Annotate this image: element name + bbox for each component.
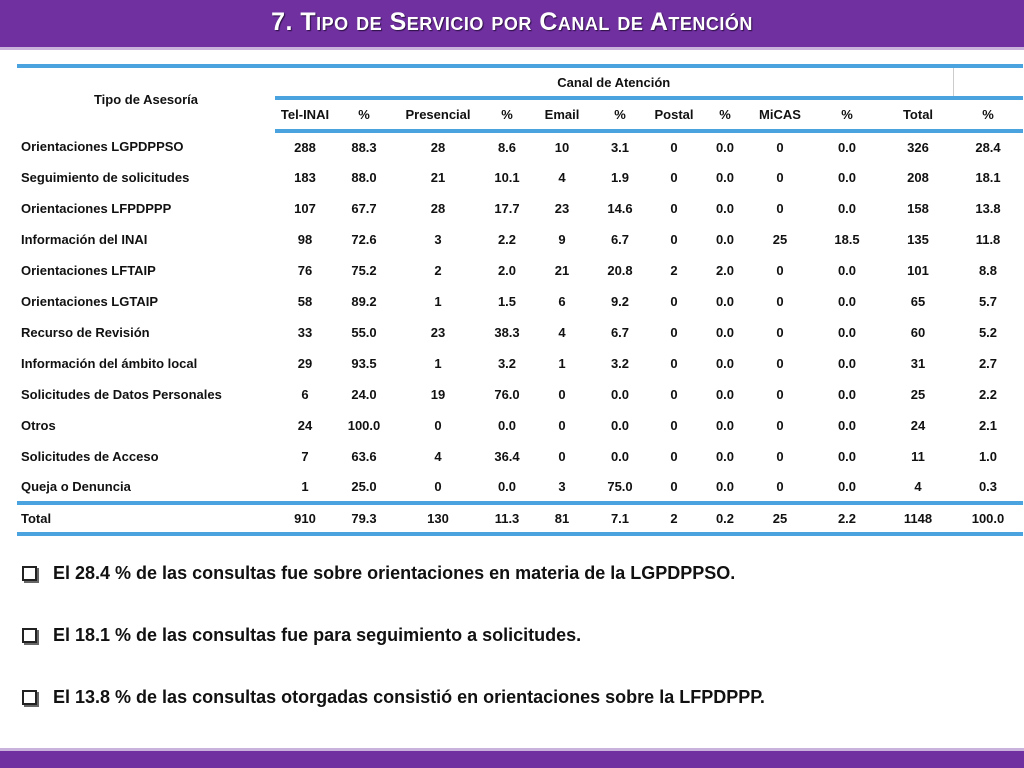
table-cell: 0.0: [610, 449, 630, 464]
table-cell: 0: [776, 449, 784, 464]
table-cell: 0.0: [715, 387, 735, 402]
table-cell: 0.0: [715, 232, 735, 247]
table-cell: 98: [297, 232, 313, 247]
table-cell: 0.2: [715, 511, 735, 526]
table-cell: 0: [434, 418, 442, 433]
table-cell: 910: [294, 511, 316, 526]
table-cell: 81: [554, 511, 570, 526]
table-cell: 288: [294, 140, 316, 155]
row-label: Solicitudes de Acceso: [21, 449, 159, 464]
table-cell: 0.0: [837, 294, 857, 309]
col-header: %: [701, 98, 749, 131]
table-cell: 3.1: [610, 140, 630, 155]
table-cell: 10.1: [494, 170, 520, 185]
table-cell: 2.2: [978, 387, 998, 402]
table-cell: 0: [776, 140, 784, 155]
table-row: [17, 224, 1023, 255]
table-row: [17, 441, 1023, 472]
row-header-tipo: Tipo de Asesoría: [93, 92, 199, 107]
footer-bar: [0, 748, 1024, 768]
table-cell: 25: [772, 232, 788, 247]
col-header: %: [335, 98, 393, 131]
table-cell: 33: [297, 325, 313, 340]
table-row: [17, 317, 1023, 348]
table-cell: 5.7: [978, 294, 998, 309]
table-cell: 6.7: [610, 232, 630, 247]
table-group-header-row: [17, 66, 1023, 98]
table-cell: 6: [301, 387, 309, 402]
table-cell: 0: [670, 232, 678, 247]
table-cell: 0: [776, 325, 784, 340]
col-header: %: [811, 98, 883, 131]
table-cell: 28: [430, 201, 446, 216]
table-cell: 0: [670, 356, 678, 371]
table-cell: 72.6: [351, 232, 377, 247]
table-cell: 0.0: [497, 418, 517, 433]
table-cell: 100.0: [347, 418, 381, 433]
table-cell: 24.0: [351, 387, 377, 402]
table-cell: 25.0: [351, 479, 377, 494]
table-cell: 0.0: [610, 387, 630, 402]
table-cell: 58: [297, 294, 313, 309]
table-row: [17, 472, 1023, 503]
table-cell: 13.8: [975, 201, 1001, 216]
table-cell: 0.0: [837, 418, 857, 433]
table-cell: 0: [434, 479, 442, 494]
table-cell: 76.0: [494, 387, 520, 402]
table-cell: 326: [907, 140, 929, 155]
table-cell: 75.2: [351, 263, 377, 278]
bullet-item: [22, 684, 1012, 710]
table-cell: 1.9: [610, 170, 630, 185]
title-bar: [0, 0, 1024, 50]
table-cell: 2.0: [497, 263, 517, 278]
table-cell: 1148: [903, 511, 933, 526]
table-cell: 101: [907, 263, 929, 278]
table-cell: 1.0: [978, 449, 998, 464]
table-cell: 88.0: [351, 170, 377, 185]
row-label: Orientaciones LFTAIP: [21, 263, 156, 278]
table-cell: 2: [670, 263, 678, 278]
table-row: [17, 162, 1023, 193]
table-cell: 0.0: [837, 479, 857, 494]
table-cell: 0.0: [837, 325, 857, 340]
table-cell: 4: [914, 479, 922, 494]
table-cell: 0: [670, 387, 678, 402]
table-cell: 0: [776, 170, 784, 185]
table-cell: 6: [558, 294, 566, 309]
table-cell: 0.0: [715, 170, 735, 185]
table-cell: 0: [670, 479, 678, 494]
channel-table: [17, 64, 1023, 536]
table-cell: 1.5: [497, 294, 517, 309]
row-label: Orientaciones LGTAIP: [21, 294, 159, 309]
table-cell: 11: [911, 449, 925, 464]
table-cell: 130: [427, 511, 449, 526]
table-cell: 2: [670, 511, 678, 526]
table-cell: 67.7: [351, 201, 377, 216]
table-cell: 38.3: [494, 325, 520, 340]
table-cell: 9.2: [610, 294, 630, 309]
table-row: [17, 348, 1023, 379]
bullet-text: El 28.4 % de las consultas fue sobre orientaciones en materia de la LGPDPPSO.: [53, 562, 736, 583]
table-cell: 0.0: [837, 140, 857, 155]
row-label: Otros: [21, 418, 56, 433]
row-label: Solicitudes de Datos Personales: [21, 387, 222, 402]
group-header-empty: [953, 66, 1023, 98]
table-cell: 0: [670, 418, 678, 433]
table-cell: 1: [434, 356, 442, 371]
col-header: %: [593, 98, 647, 131]
table-cell: 79.3: [351, 511, 377, 526]
table-cell: 0: [776, 201, 784, 216]
col-header: %: [953, 98, 1023, 131]
table-cell: 0.0: [837, 356, 857, 371]
table-cell: 18.5: [834, 232, 860, 247]
table-cell: 93.5: [351, 356, 377, 371]
table-cell: 60: [910, 325, 926, 340]
table-cell: 0.0: [715, 325, 735, 340]
col-header: Presencial: [393, 98, 483, 131]
table-cell: 0.0: [715, 356, 735, 371]
col-header: Email: [531, 98, 593, 131]
table-cell: 0.0: [497, 479, 517, 494]
table-cell: 3: [558, 479, 566, 494]
table-cell: 208: [907, 170, 929, 185]
table-cell: 11.3: [494, 511, 520, 526]
page-title: 7. Tipo de Servicio por Canal de Atención: [271, 8, 753, 36]
col-header: Postal: [647, 98, 701, 131]
table-cell: 24: [297, 418, 313, 433]
table-cell: 6.7: [610, 325, 630, 340]
table-cell: 0.0: [837, 170, 857, 185]
row-label: Total: [21, 511, 52, 526]
table-row: [17, 131, 1023, 162]
table-cell: 25: [910, 387, 926, 402]
table-cell: 0: [670, 325, 678, 340]
table-cell: 0.3: [978, 479, 998, 494]
table-cell: 0: [670, 170, 678, 185]
table-cell: 2.2: [837, 511, 857, 526]
row-label: Queja o Denuncia: [21, 479, 131, 494]
table-cell: 2.2: [497, 232, 517, 247]
table-cell: 0.0: [715, 140, 735, 155]
table-cell: 158: [907, 201, 929, 216]
table-cell: 0: [776, 263, 784, 278]
table-cell: 0: [670, 140, 678, 155]
table-cell: 0: [776, 294, 784, 309]
table-cell: 2.0: [715, 263, 735, 278]
table-cell: 55.0: [351, 325, 377, 340]
table-cell: 23: [430, 325, 446, 340]
table-cell: 21: [554, 263, 570, 278]
table-cell: 135: [907, 232, 929, 247]
table-cell: 17.7: [494, 201, 520, 216]
channel-table-container: [17, 64, 1023, 550]
table-cell: 0: [670, 294, 678, 309]
table-cell: 7.1: [610, 511, 630, 526]
table-cell: 10: [554, 140, 570, 155]
table-cell: 183: [294, 170, 316, 185]
col-header: MiCAS: [749, 98, 811, 131]
table-cell: 2: [434, 263, 442, 278]
bullet-text: El 18.1 % de las consultas fue para seguimiento a solicitudes.: [53, 624, 582, 645]
table-cell: 2.1: [978, 418, 998, 433]
table-cell: 107: [294, 201, 316, 216]
row-label: Orientaciones LFPDPPP: [21, 201, 172, 216]
table-cell: 63.6: [351, 449, 377, 464]
table-cell: 1: [301, 479, 309, 494]
table-cell: 100.0: [971, 511, 1005, 526]
table-cell: 0: [558, 387, 566, 402]
table-cell: 0: [776, 356, 784, 371]
table-cell: 31: [910, 356, 926, 371]
table-cell: 1: [558, 356, 566, 371]
table-cell: 23: [554, 201, 570, 216]
table-cell: 0: [558, 449, 566, 464]
table-cell: 89.2: [351, 294, 377, 309]
table-cell: 0: [776, 387, 784, 402]
bullet-text: El 13.8 % de las consultas otorgadas consistió en orientaciones sobre la LFPDPPP.: [53, 686, 765, 707]
table-cell: 76: [297, 263, 313, 278]
table-cell: 11.8: [975, 232, 1001, 247]
col-header: %: [483, 98, 531, 131]
table-cell: 3: [434, 232, 442, 247]
row-label: Información del ámbito local: [21, 356, 198, 371]
table-cell: 0.0: [610, 418, 630, 433]
table-cell: 0.0: [715, 449, 735, 464]
table-cell: 28: [430, 140, 446, 155]
col-header: Tel-INAI: [275, 98, 335, 131]
table-cell: 75.0: [607, 479, 633, 494]
table-row: [17, 286, 1023, 317]
table-cell: 20.8: [607, 263, 633, 278]
table-cell: 28.4: [975, 140, 1001, 155]
table-total-row: [17, 503, 1023, 534]
table-cell: 36.4: [494, 449, 520, 464]
table-row: [17, 193, 1023, 224]
table-cell: 0.0: [715, 201, 735, 216]
table-cell: 29: [297, 356, 313, 371]
row-label: Orientaciones LGPDPPSO: [21, 139, 184, 154]
row-label: Recurso de Revisión: [21, 325, 150, 340]
table-cell: 14.6: [607, 201, 633, 216]
table-body: [17, 131, 1023, 534]
table-cell: 0: [776, 418, 784, 433]
checkbox-bullet-icon: [22, 566, 37, 581]
table-cell: 4: [558, 325, 566, 340]
table-cell: 8.8: [978, 263, 998, 278]
table-cell: 2.7: [978, 356, 998, 371]
table-cell: 0.0: [715, 479, 735, 494]
table-cell: 7: [301, 449, 309, 464]
table-row: [17, 379, 1023, 410]
checkbox-bullet-icon: [22, 690, 37, 705]
table-cell: 25: [772, 511, 788, 526]
row-label: Seguimiento de solicitudes: [21, 170, 190, 185]
table-cell: 0: [670, 201, 678, 216]
table-cell: 0: [670, 449, 678, 464]
group-header-canal: Canal de Atención: [275, 66, 953, 98]
table-cell: 21: [430, 170, 446, 185]
table-cell: 0.0: [837, 201, 857, 216]
checkbox-bullet-icon: [22, 628, 37, 643]
table-cell: 24: [910, 418, 926, 433]
table-cell: 3.2: [497, 356, 517, 371]
table-cell: 0.0: [837, 449, 857, 464]
row-label: Información del INAI: [21, 232, 148, 247]
bullet-item: [22, 560, 1012, 586]
table-cell: 8.6: [497, 140, 517, 155]
table-cell: 0: [776, 479, 784, 494]
table-cell: 0: [558, 418, 566, 433]
table-cell: 18.1: [975, 170, 1001, 185]
table-cell: 88.3: [351, 140, 377, 155]
table-row: [17, 255, 1023, 286]
table-row: [17, 410, 1023, 441]
table-cell: 4: [434, 449, 442, 464]
table-cell: 65: [910, 294, 926, 309]
table-cell: 0.0: [715, 294, 735, 309]
table-cell: 9: [558, 232, 566, 247]
table-cell: 0.0: [715, 418, 735, 433]
table-cell: 3.2: [610, 356, 630, 371]
table-cell: 0.0: [837, 387, 857, 402]
bullet-item: [22, 622, 1012, 648]
table-cell: 19: [430, 387, 446, 402]
table-cell: 0.0: [837, 263, 857, 278]
table-cell: 4: [558, 170, 566, 185]
table-cell: 1: [434, 294, 442, 309]
col-header: Total: [883, 98, 953, 131]
table-cell: 5.2: [978, 325, 998, 340]
